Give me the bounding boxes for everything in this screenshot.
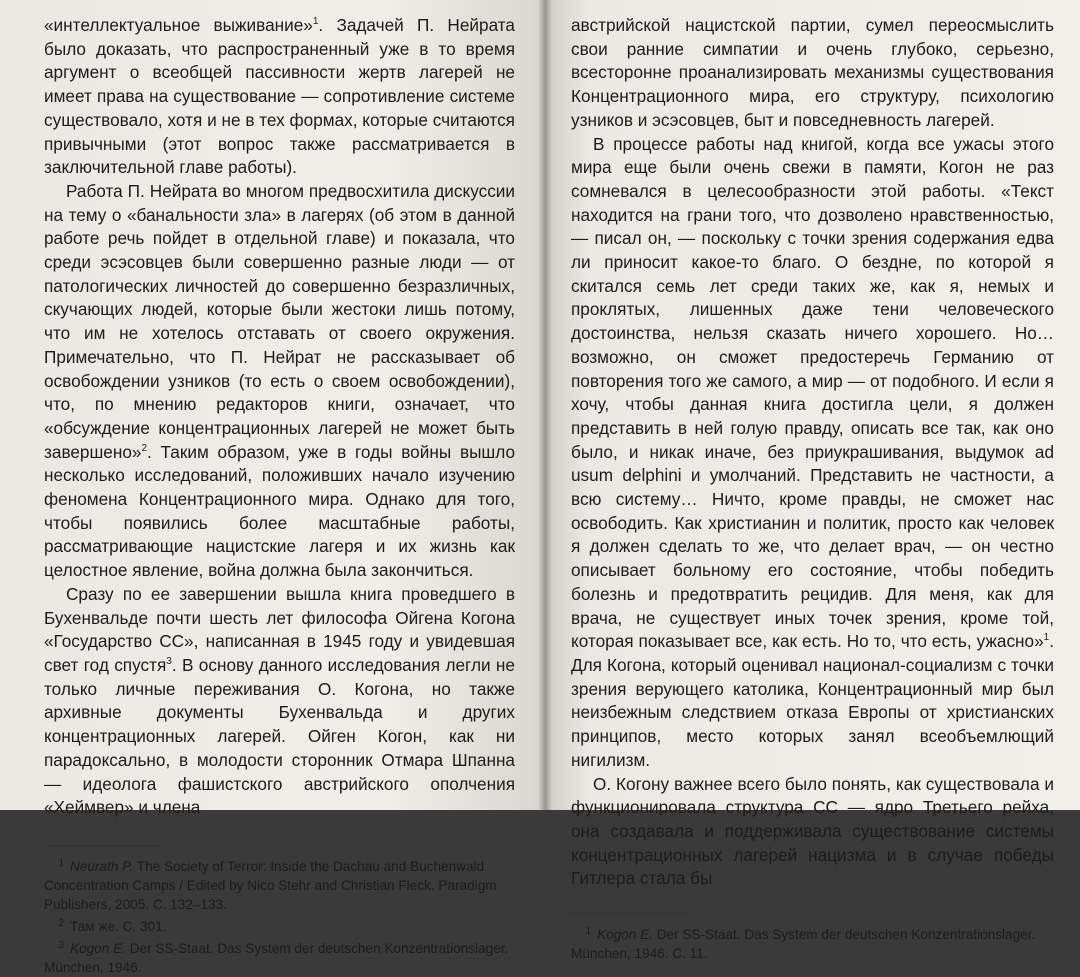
- footnote-divider: [571, 913, 689, 914]
- left-paragraph-2: Работа П. Нейрата во многом предвосхитила дискуссии на тему о «банальности зла» в лагерях (об этом в данной работе речь пойдет в отдельной главе) и показала, что среди эсэсовцев были совершенно разные люди — от патологических личностей до совершенно безразличных, скучающих людей, которые были жестоки лишь потому, что им не хотелось отставать от своего окружения. Примечательно, что П. Нейрат не рассказывает об освобождении узников (то есть о своем освобождении), что, по мнению редакторов книги, означает, что «обсуждение концентрационных лагерей не может быть завершено»$^2$. Таким образом, уже в годы войны вышло несколько исследований, положивших начало изучению феномена Концентрационного мира. Однако для того, чтобы появились более масштабные работы, рассматривающие нацистские лагеря и их жизнь как целостное явление, война должна была закончиться.: [44, 180, 515, 581]
- footnote-author: Kogon E.: [597, 927, 653, 943]
- footnote-author: Kogon E.: [70, 940, 126, 956]
- footnote-text: Der SS-Staat. Das System der deutschen Konzentrationslager. München, 1946.: [44, 940, 509, 975]
- left-paragraph-3: Сразу по ее завершении вышла книга проведшего в Бухенвальде почти шесть лет философа Ойгена Когона «Государство СС», написанная в 1945 году и увидевшая свет год спустя$^3$. В основу данного исследования легли не только личные переживания О. Когона, но также архивные документы Бухенвальда и других концентрационных лагерей. Ойген Когон, как ни парадоксально, в молодости сторонник Отмара Шпанна — идеолога фашистского австрийского ополчения «Хеймвер» и члена: [44, 583, 515, 818]
- footnote-ref: 1: [1043, 632, 1050, 644]
- right-page: [545, 0, 1080, 962]
- footnote-divider: [44, 845, 162, 846]
- footnote-ref: 2: [141, 442, 148, 454]
- right-paragraph-3: О. Когону важнее всего было понять, как существовала и функционировала структура СС — ядро Третьего рейха, она создавала и поддерживала существование системы концентрационных лагерей нацизма и в случае победы Гитлера стала бы: [571, 773, 1054, 889]
- footnote-1: [571, 922, 1054, 963]
- footnote-3: [44, 936, 515, 977]
- footnote-number: 3: [58, 939, 64, 951]
- footnote-number: 2: [58, 917, 64, 929]
- left-footnotes: [44, 854, 515, 977]
- right-footnotes: [571, 922, 1054, 963]
- footnote-text: Там же. С. 301.: [70, 918, 167, 934]
- left-paragraph-1: «интеллектуальное выживание»$^1$. Задачей П. Нейрата было доказать, что распространенный уже в то время аргумент о всеобщей пассивности жертв лагерей не имеет права на существование — сопротивление системе существовало, хотя и не в тех формах, которые считаются привычными (этот вопрос также рассматривается в заключительной главе работы).: [44, 15, 515, 178]
- footnote-author: Neurath P.: [70, 858, 134, 874]
- footnote-text: Der SS-Staat. Das System der deutschen Konzentrationslager. München, 1946. С. 11.: [571, 927, 1036, 962]
- right-paragraph-2: В процессе работы над книгой, когда все ужасы этого мира еще были очень свежи в памяти, Когон не раз сомневался в целесообразности этой работы. «Текст находится на грани того, что дозволено нравственностью, — писал он, — поскольку с точки зрения содержания едва ли приносит какое-то благо. О бездне, по которой я скитался семь лет среди таких же, как я, немых и проклятых, лишенных даже тени человеческого достоинства, нельзя сказать ничего хорошего. Но… возможно, он сможет предостеречь Германию от повторения того же самого, а мир — от подобного. И если я хочу, чтобы данная книга достигла цели, я должен представить в ней голую правду, описать все так, как оно было, и никак иначе, без приукрашивания, выдумок ad usum delphini и умолчаний. Представить не частности, а всю систему… Ничто, кроме правды, не сможет нас освободить. Как христианин и политик, просто как человек я должен сделать то же, что делает врач, — он честно описывает больному его состояние, чтобы победить болезнь и предотвратить рецидив. Для меня, как для врача, не существует иных точек зрения, кроме той, которая показывает все, как есть. Но то, что есть, ужасно»$^1$. Для Когона, который оценивал национал-социализм с точки зрения верующего католика, Концентрационный мир был неизбежным следствием отказа Европы от христианских принципов, место которых занял всеобъемлющий нигилизм.: [571, 133, 1054, 770]
- footnote-number: 1: [585, 926, 591, 938]
- book-gutter: [538, 0, 552, 810]
- footnote-ref: 3: [166, 655, 172, 667]
- footnote-text: The Society of Terror: Inside the Dachau and Buchenwald Concentration Camps / Edited by Nico Stehr and Christian Fleck. Paradigm Publishers, 2005. С. 132–133.: [44, 858, 497, 912]
- footnote-number: 1: [58, 857, 64, 869]
- right-paragraph-1: австрийской нацистской партии, сумел переосмыслить свои ранние симпатии и очень глубоко, серьезно, всесторонне проанализировать механизмы существования Концентрационного мира, его структуру, психологию узников и эсэсовцев, быт и повседневность лагерей.: [571, 15, 1054, 130]
- footnote-ref: 1: [312, 16, 319, 27]
- footnote-1: [44, 854, 515, 914]
- footnote-2: [44, 914, 515, 936]
